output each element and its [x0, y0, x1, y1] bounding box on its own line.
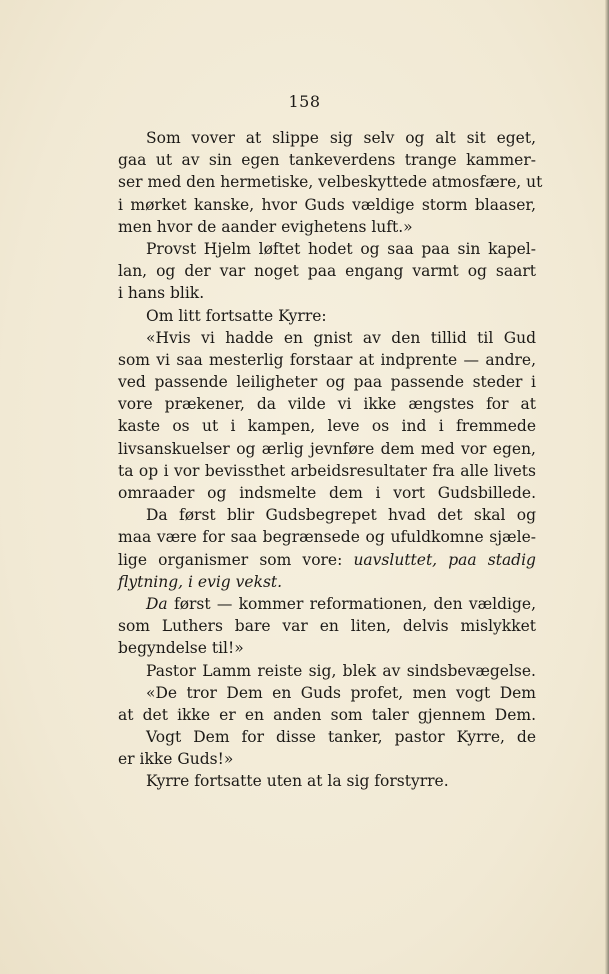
page-edge-shadow [605, 0, 609, 974]
italic-emphasis: uavsluttet, paa stadig [353, 550, 536, 569]
text-line: i hans blik. [118, 284, 205, 303]
text-line: Provst Hjelm løftet hodet og saa paa sin kapel- [146, 239, 536, 258]
text-line: Pastor Lamm reiste sig, blek av sindsbevægelse. [146, 661, 536, 680]
text-line: vore prækener, da vilde vi ikke ængstes for at [118, 395, 536, 414]
page-number: 158 [288, 92, 321, 111]
text-line: kaste os ut i kampen, leve os ind i fremmede [118, 417, 536, 436]
text-line: Vogt Dem for disse tanker, pastor Kyrre, de [146, 728, 536, 747]
text-line: men hvor de aander evighetens luft.» [118, 217, 413, 236]
body-text [118, 127, 543, 793]
text-line: Da først blir Gudsbegrepet hvad det skal og [146, 506, 536, 525]
text-segment: først — kommer reformationen, den vældige, [173, 594, 537, 613]
text-line: begyndelse til!» [118, 639, 244, 658]
text-line: «De tror Dem en Guds profet, men vogt Dem [146, 683, 536, 702]
text-line: som Luthers bare var en liten, delvis mislykket [118, 617, 536, 636]
text-line: gaa ut av sin egen tankeverdens trange kammer- [118, 151, 536, 170]
text-line: som vi saa mesterlig forstaar at indprente — andre, [118, 350, 536, 369]
text-line: ved passende leiligheter og paa passende steder i [118, 373, 536, 392]
text-line [118, 549, 536, 571]
text-line: at det ikke er en anden som taler gjennem Dem. [118, 705, 536, 724]
text-line: maa være for saa begrænsede og ufuldkomne sjæle- [118, 528, 536, 547]
text-line: livsanskuelser og ærlig jevnføre dem med vor egen, [118, 439, 536, 458]
text-line: omraader og indsmelte dem i vort Gudsbillede. [118, 484, 536, 502]
text-line: i mørket kanske, hvor Guds vældige storm blaaser, [118, 195, 536, 214]
text-line: Om litt fortsatte Kyrre: [146, 306, 327, 325]
text-segment: lige organismer som vore: [118, 550, 343, 569]
text-line: «Hvis vi hadde en gnist av den tillid til Gud [146, 328, 536, 347]
text-line: Som vover at slippe sig selv og alt sit eget, [146, 129, 536, 147]
text-line: ta op i vor bevissthet arbeidsresultater fra alle livets [118, 461, 536, 480]
text-line: lan, og der var noget paa engang varmt og saart [118, 262, 536, 281]
text-line: ser med den hermetiske, velbeskyttede atmosfære, ut [118, 173, 543, 192]
italic-emphasis: Da [146, 594, 168, 613]
text-line: Kyrre fortsatte uten at la sig forstyrre. [146, 772, 449, 791]
text-line [118, 593, 536, 615]
text-line: er ikke Guds!» [118, 750, 234, 769]
text-line-italic: flytning, i evig vekst. [118, 572, 283, 591]
